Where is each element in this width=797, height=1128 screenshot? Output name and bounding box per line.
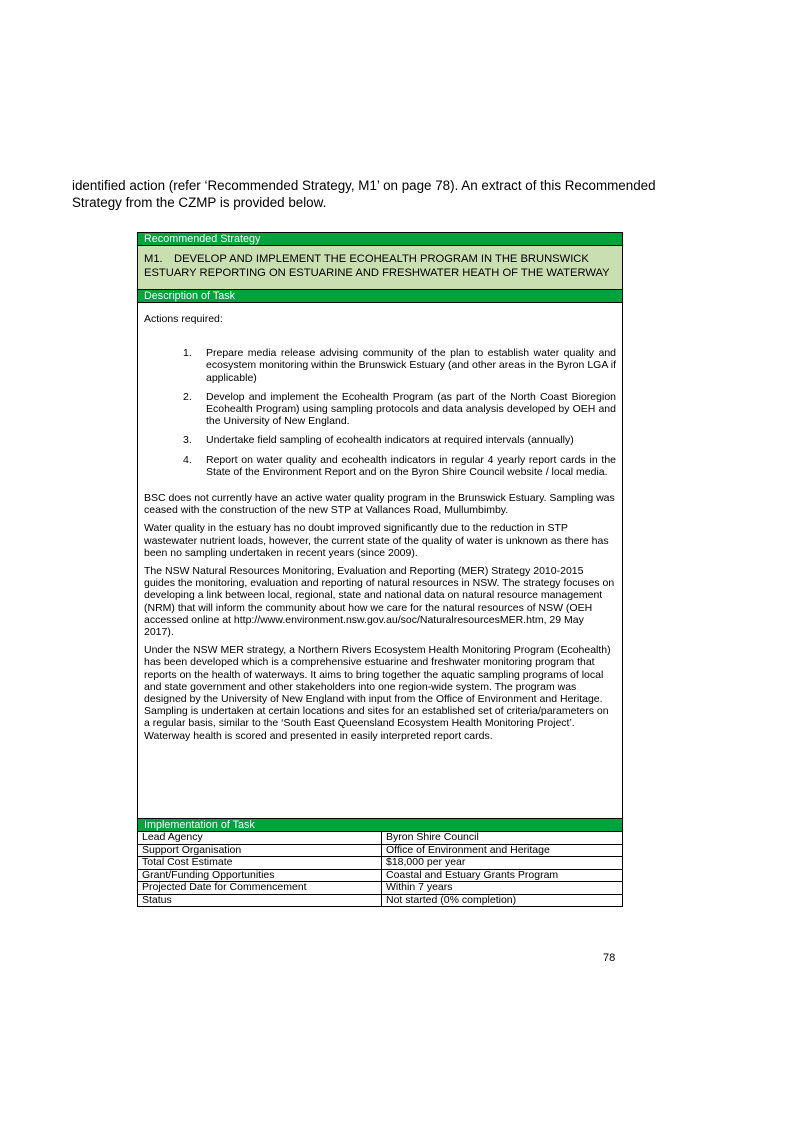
paragraph: BSC does not currently have an active water quality program in the Brunswick Estuary. Sampling was ceased with the construction of the new STP at Vallances Road, Mullumbimby. xyxy=(144,492,615,517)
page-number: 78 xyxy=(603,952,616,964)
paragraph: Water quality in the estuary has no doubt improved significantly due to the reduction in STP wastewater nutrient loads, however, the current state of the quality of water is unknown as there has been no sampling undertaken in recent years (since 2009). xyxy=(144,522,609,559)
recommended-strategy-box xyxy=(137,232,623,907)
table-row: Lead Agency Byron Shire Council xyxy=(138,832,622,845)
implementation-header: Implementation of Task xyxy=(138,819,622,831)
paragraph: The NSW Natural Resources Monitoring, Evaluation and Reporting (MER) Strategy 2010-2015 guides the monitoring, evaluation and reporting of natural resources in NSW. The strategy focuses on developing a link between local, regional, state and national data on natural resource management (NRM) that will inform the community about how we care for the natural resources of NSW (OEH accessed online at http://www.environment.nsw.gov.au/soc/NaturalresourcesMER.htm, 29 May 2017). xyxy=(144,565,615,639)
intro-line-2: Strategy from the CZMP is provided below. xyxy=(72,195,327,210)
action-item: 3. Undertake field sampling of ecohealth indicators at required intervals (annually) xyxy=(183,434,574,447)
table-row: Projected Date for Commencement Within 7 years xyxy=(138,882,622,895)
intro-text xyxy=(72,177,732,211)
actions-list xyxy=(144,347,616,478)
implementation-table xyxy=(138,831,622,906)
table-row: Grant/Funding Opportunities Coastal and Estuary Grants Program xyxy=(138,869,622,882)
table-row: Status Not started (0% completion) xyxy=(138,894,622,906)
intro-line-1: identified action (refer ‘Recommended Strategy, M1’ on page 78). An extract of this Recommended xyxy=(72,178,656,193)
strategy-number: M1. xyxy=(144,253,163,265)
table-row: Support Organisation Office of Environment and Heritage xyxy=(138,844,622,857)
description-header: Description of Task xyxy=(138,290,622,303)
paragraph: Under the NSW MER strategy, a Northern Rivers Ecosystem Health Monitoring Program (Ecohealth) has been developed which is a comprehensive estuarine and freshwater monitoring program that reports on the health of waterways. It aims to bring together the aquatic sampling programs of local and state government and other stakeholders into one region-wide system. The program was designed by the University of New England with input from the Office of Environment and Heritage. Sampling is undertaken at certain locations and sites for an established set of criteria/parameters on a regular basis, similar to the ‘South East Queensland Ecosystem Health Monitoring Project’. Waterway health is scored and presented in easily interpreted report cards. xyxy=(144,644,611,742)
strategy-title xyxy=(138,246,622,290)
actions-label: Actions required: xyxy=(144,313,223,325)
table-row: Total Cost Estimate $18,000 per year xyxy=(138,857,622,870)
action-item: 1. Prepare media release advising community of the plan to establish water quality and ecosystem monitoring within the Brunswick Estuary (and other areas in the Byron LGA if applicable) xyxy=(183,347,616,384)
action-item: 2. Develop and implement the Ecohealth Program (as part of the North Coast Bioregion Ecohealth Program) using sampling protocols and data analysis developed by OEH and the University of New England. xyxy=(183,390,616,428)
strategy-title-line-2: ESTUARY REPORTING ON ESTUARINE AND FRESHWATER HEATH OF THE WATERWAY xyxy=(144,266,610,279)
recommended-strategy-header: Recommended Strategy xyxy=(138,233,622,246)
description-body xyxy=(138,303,622,819)
action-item: 4. Report on water quality and ecohealth indicators in regular 4 yearly report cards in the State of the Environment Report and on the Byron Shire Council website / local media. xyxy=(183,453,616,478)
strategy-title-line-1: DEVELOP AND IMPLEMENT THE ECOHEALTH PROGRAM IN THE BRUNSWICK xyxy=(174,253,589,265)
